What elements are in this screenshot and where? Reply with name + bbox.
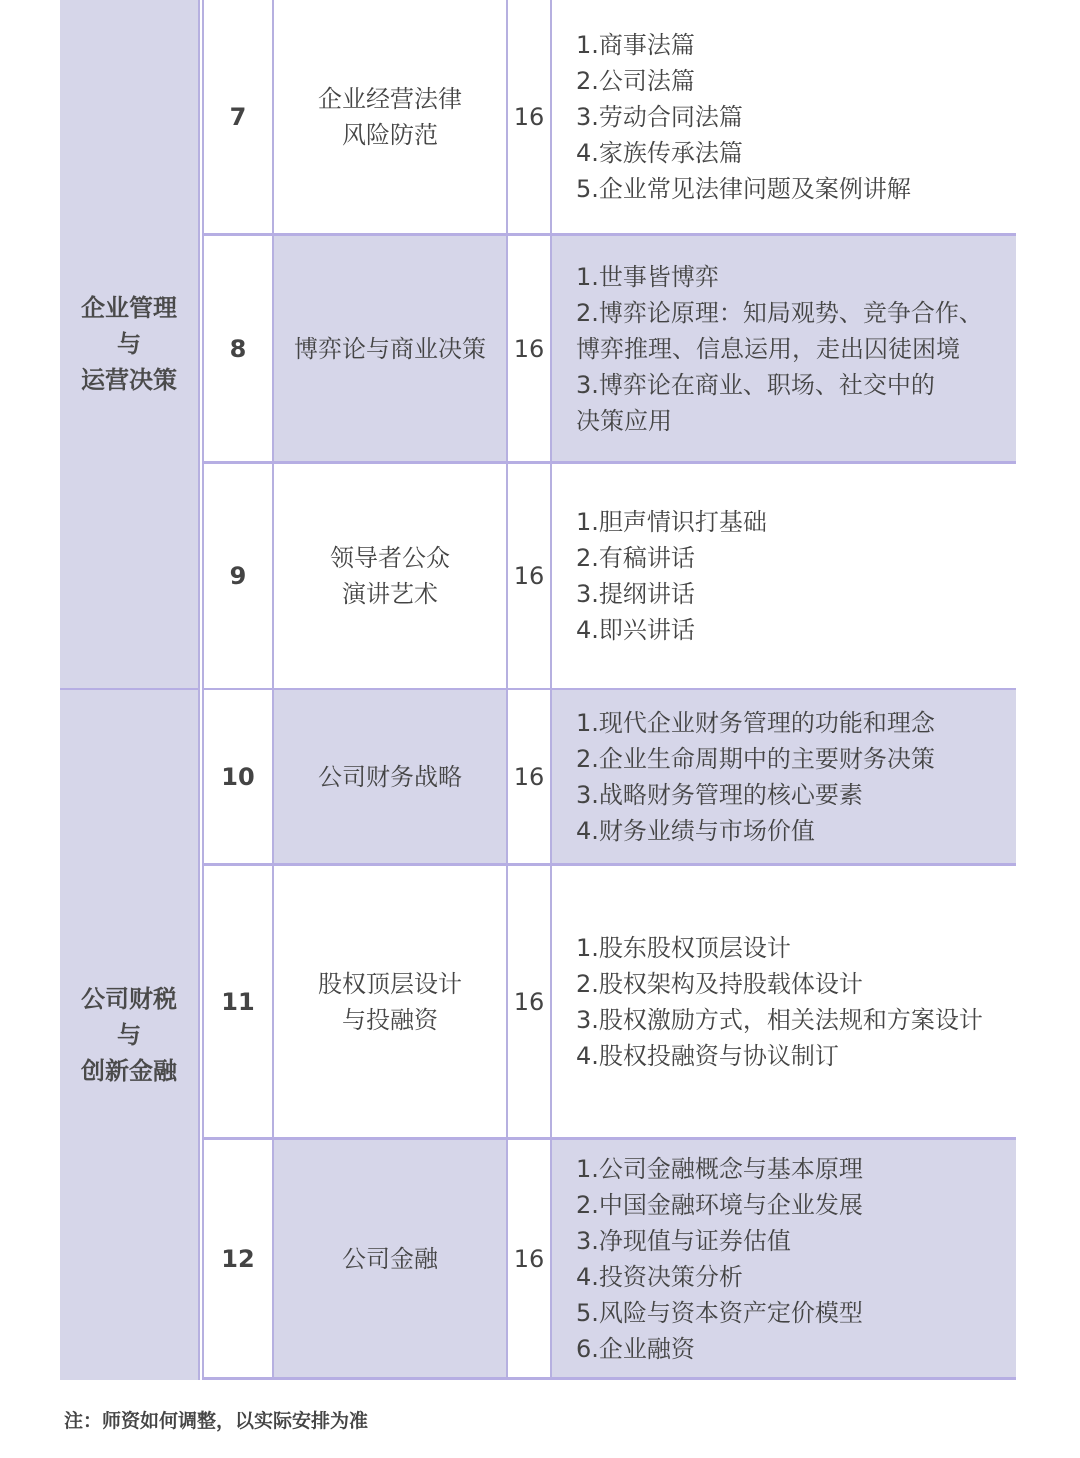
topic-item: 博弈推理、信息运用，走出囚徒困境 [576,334,960,363]
category-label-line: 与 [117,1021,141,1049]
category-label-line: 公司财税 [81,985,177,1013]
course-name-line: 博弈论与商业决策 [294,334,486,363]
course-name [274,0,506,233]
course-name [274,464,506,688]
topic-item: 3.股权激励方式，相关法规和方案设计 [576,1005,983,1034]
category-label-line: 运营决策 [81,366,177,394]
topic-item: 3.净现值与证券估值 [576,1226,791,1255]
topic-item: 4.股权投融资与协议制订 [576,1041,839,1070]
course-hours: 16 [506,690,552,863]
category-cell [60,0,200,688]
course-topics [552,464,1016,688]
topic-item: 2.公司法篇 [576,66,695,95]
course-number: 10 [202,690,274,863]
topic-item: 1.世事皆博弈 [576,262,719,291]
topic-item: 5.风险与资本资产定价模型 [576,1298,863,1327]
topic-item: 2.中国金融环境与企业发展 [576,1190,863,1219]
topic-item: 决策应用 [576,406,672,435]
topic-item: 1.股东股权顶层设计 [576,933,791,962]
topic-item: 1.现代企业财务管理的功能和理念 [576,708,935,737]
category-label-line: 与 [117,330,141,358]
topic-item: 1.商事法篇 [576,30,695,59]
category-label-line: 创新金融 [81,1057,177,1085]
course-name-line: 公司金融 [342,1244,438,1273]
topic-item: 2.股权架构及持股载体设计 [576,969,863,998]
course-name-line: 演讲艺术 [342,580,438,608]
topic-item: 3.战略财务管理的核心要素 [576,780,863,809]
table-row [202,866,1016,1140]
footnote: 注：师资如何调整，以实际安排为准 [64,1410,369,1432]
course-number: 11 [202,866,274,1137]
course-name-line: 领导者公众 [330,544,450,572]
course-topics [552,690,1016,863]
course-name [274,236,506,461]
category-label-line: 企业管理 [81,294,177,322]
course-topics [552,236,1016,461]
course-hours: 16 [506,1140,552,1377]
course-name-line: 股权顶层设计 [318,969,462,998]
course-hours: 16 [506,236,552,461]
course-hours: 16 [506,464,552,688]
topic-item: 5.企业常见法律问题及案例讲解 [576,174,911,203]
course-number: 7 [202,0,274,233]
course-name-line: 企业经营法律 [318,84,462,113]
topic-item: 4.财务业绩与市场价值 [576,816,815,845]
topic-item: 4.即兴讲话 [576,616,695,644]
course-topics [552,0,1016,233]
topic-item: 1.胆声情识打基础 [576,508,767,536]
table-row [202,0,1016,236]
topic-item: 4.投资决策分析 [576,1262,743,1291]
course-number: 9 [202,464,274,688]
course-topics [552,1140,1016,1377]
category-cell [60,688,200,1380]
course-number: 8 [202,236,274,461]
course-name [274,866,506,1137]
course-name-line: 公司财务战略 [318,762,462,791]
table-row [202,1140,1016,1380]
topic-item: 3.提纲讲话 [576,580,695,608]
table-row [202,688,1016,866]
topic-item: 4.家族传承法篇 [576,138,743,167]
topic-item: 2.博弈论原理：知局观势、竞争合作、 [576,298,983,327]
course-table [60,0,1016,1380]
topic-item: 2.有稿讲话 [576,544,695,572]
topic-item: 3.博弈论在商业、职场、社交中的 [576,370,935,399]
topic-item: 6.企业融资 [576,1334,695,1363]
course-name [274,690,506,863]
course-name-line: 风险防范 [342,120,438,149]
topic-item: 3.劳动合同法篇 [576,102,743,131]
topic-item: 2.企业生命周期中的主要财务决策 [576,744,935,773]
topic-item: 1.公司金融概念与基本原理 [576,1154,863,1183]
course-hours: 16 [506,0,552,233]
course-name [274,1140,506,1377]
course-number: 12 [202,1140,274,1377]
course-hours: 16 [506,866,552,1137]
table-row [202,236,1016,464]
course-name-line: 与投融资 [342,1005,438,1034]
table-row [202,464,1016,688]
course-topics [552,866,1016,1137]
